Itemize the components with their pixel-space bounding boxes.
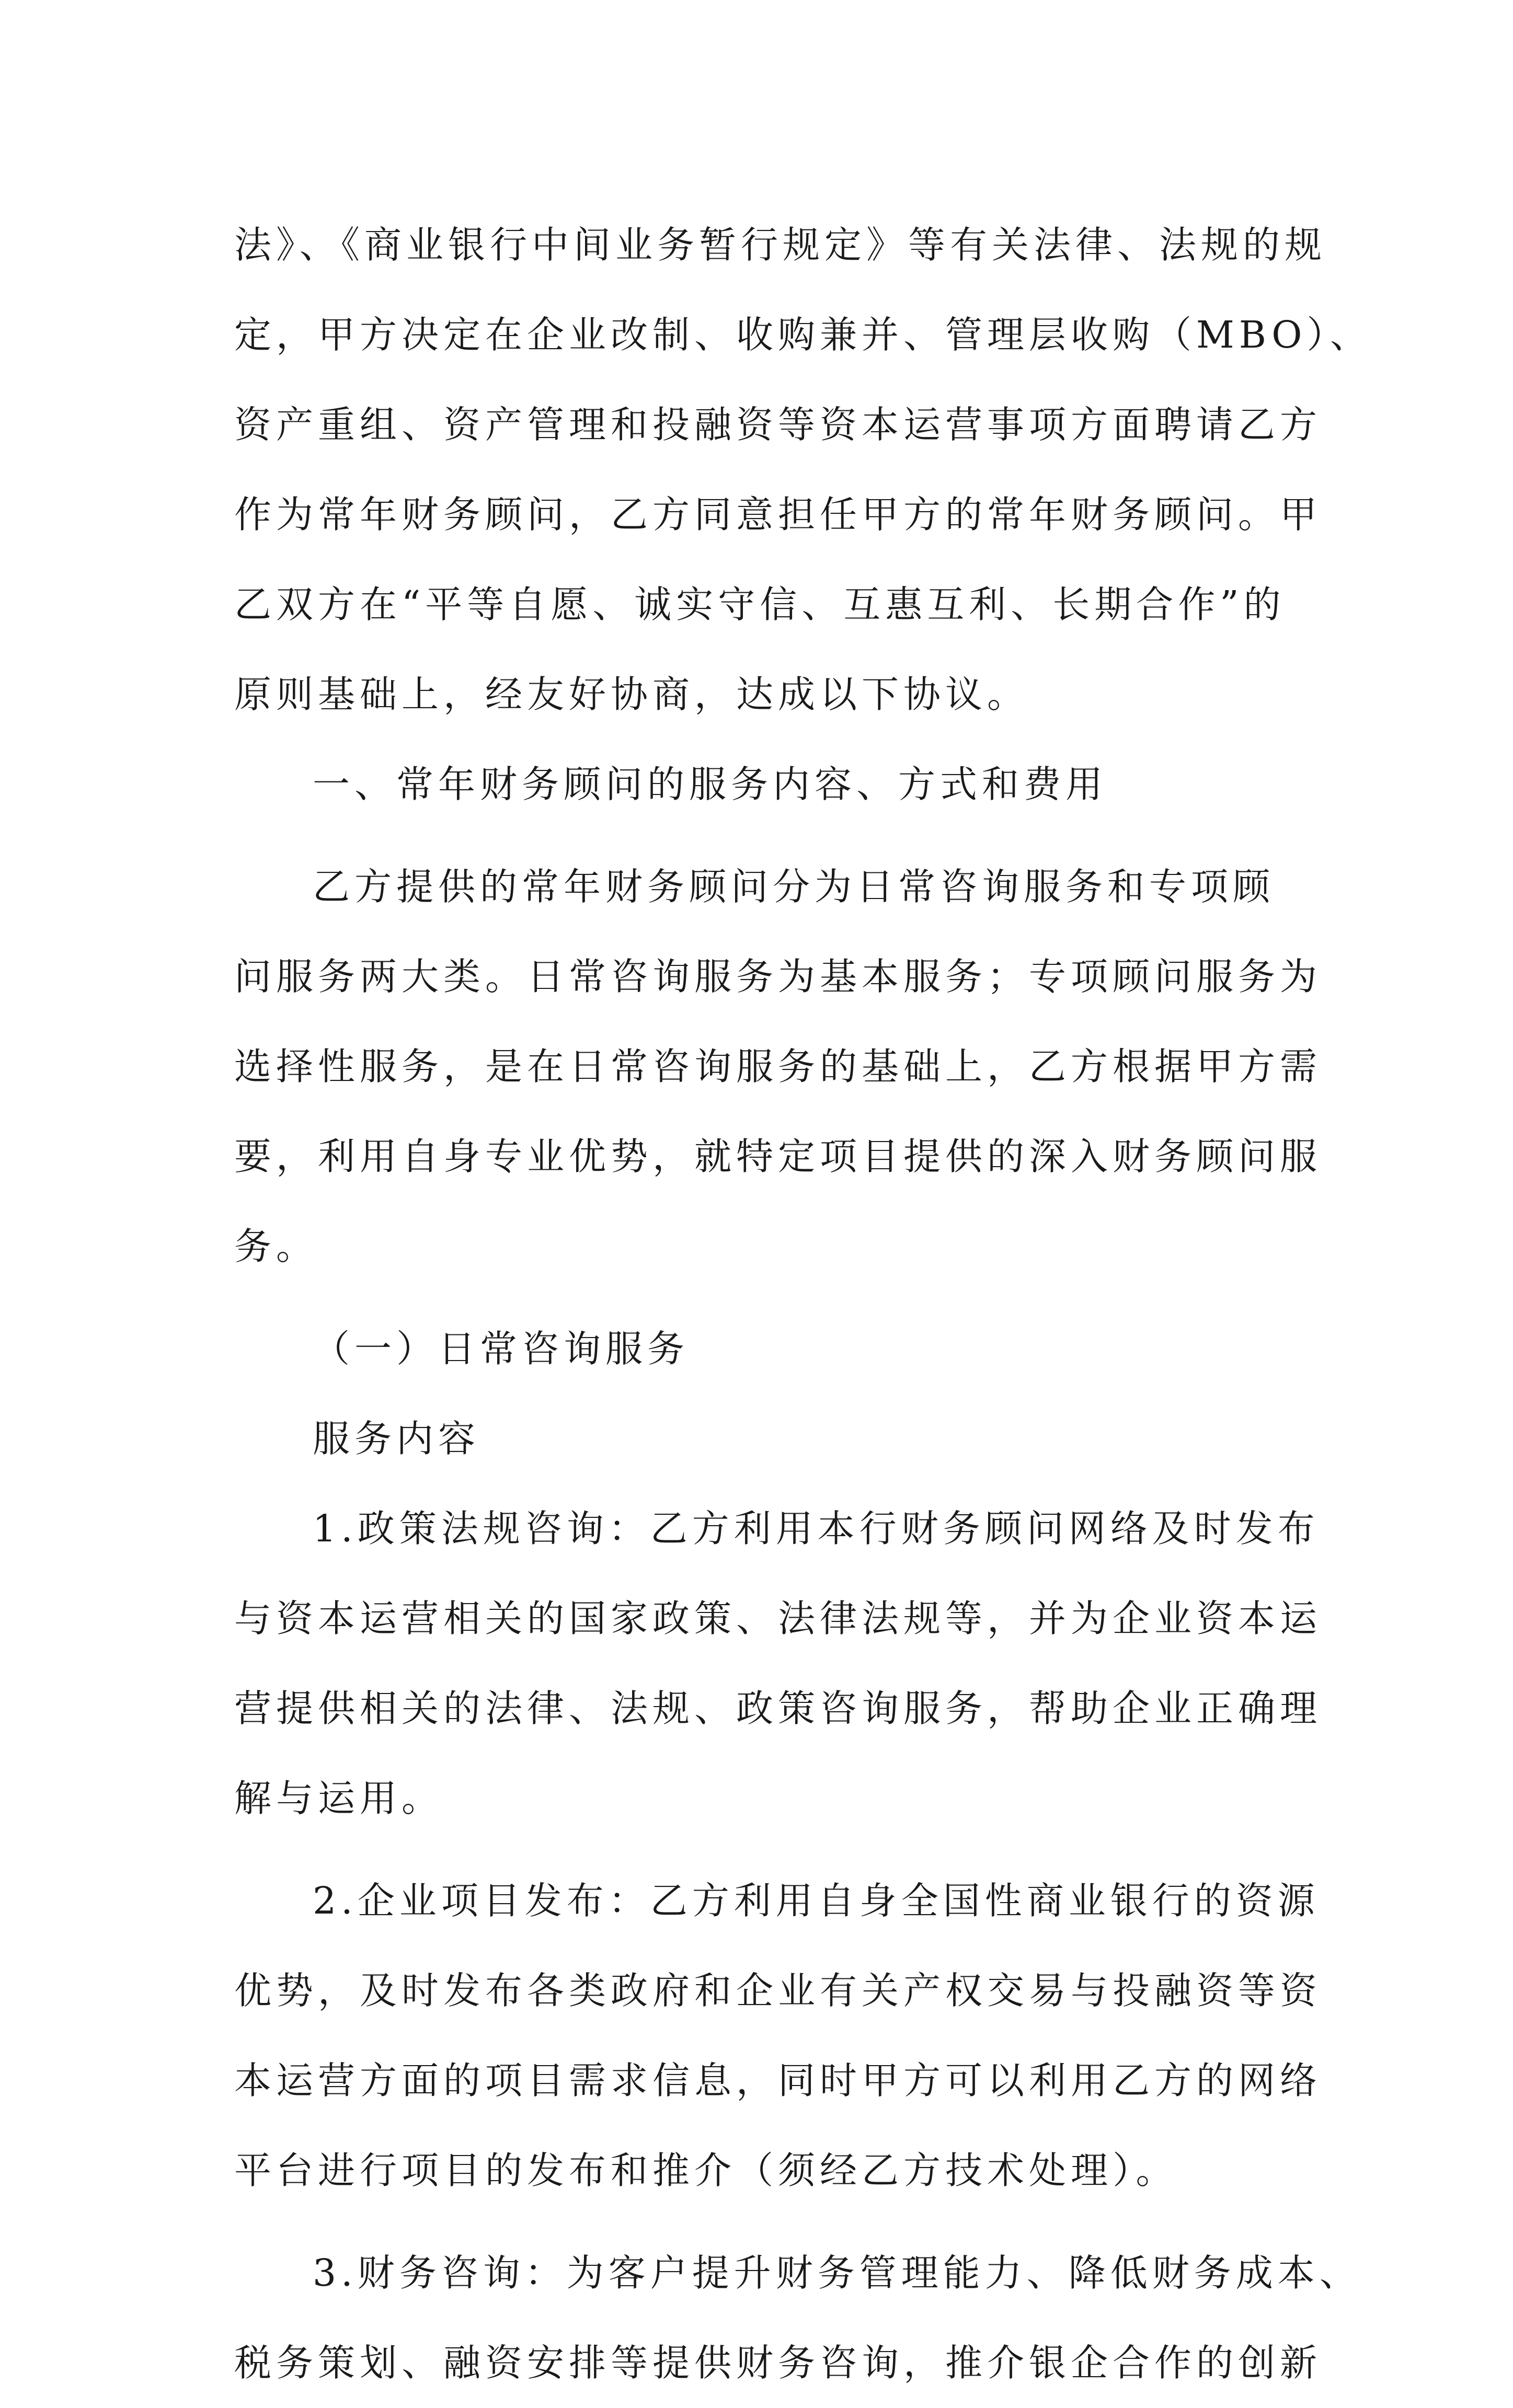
text-line: 乙双方在“平等自愿、诚实守信、互惠互利、长期合作”的: [234, 583, 1286, 626]
text-line: 本运营方面的项目需求信息，同时甲方可以利用乙方的网络: [234, 2059, 1322, 2102]
subsection-heading: [234, 1304, 1301, 1394]
text-line: 资产重组、资产管理和投融资等资本运营事项方面聘请乙方: [234, 403, 1322, 446]
section-heading: [234, 740, 1301, 829]
text-line: 2.企业项目发布：乙方利用自身全国性商业银行的资源: [313, 1879, 1320, 1922]
paragraph-intro: [234, 200, 1372, 740]
text-line: 税务策划、融资安排等提供财务咨询，推介银企合作的创新: [234, 2341, 1322, 2384]
text-line: 1.政策法规咨询：乙方利用本行财务顾问网络及时发布: [313, 1507, 1320, 1550]
text-line: 平台进行项目的发布和推介（须经乙方技术处理）。: [234, 2149, 1178, 2192]
text-line: 选择性服务，是在日常咨询服务的基础上，乙方根据甲方需: [234, 1045, 1322, 1088]
text-line: 营提供相关的法律、法规、政策咨询服务，帮助企业正确理: [234, 1687, 1322, 1730]
text-line: 作为常年财务顾问，乙方同意担任甲方的常年财务顾问。甲: [234, 493, 1322, 536]
item-financial-consulting: [234, 2228, 1361, 2408]
text-line: 解与运用。: [234, 1777, 444, 1820]
text-line: 务。: [234, 1225, 318, 1268]
item-project-release: [234, 1856, 1322, 2216]
service-content-label: [234, 1394, 1301, 1484]
text-line: 定，甲方决定在企业改制、收购兼并、管理层收购（MBO）、: [234, 313, 1372, 356]
text-line: 要，利用自身专业优势，就特定项目提供的深入财务顾问服: [234, 1135, 1322, 1178]
text-line: 原则基础上，经友好协商，达成以下协议。: [234, 673, 1029, 716]
text-line: 优势，及时发布各类政府和企业有关产权交易与投融资等资: [234, 1969, 1322, 2012]
document-body: [234, 200, 1372, 2408]
paragraph-service-overview: [234, 842, 1322, 1292]
text-line: 3.财务咨询：为客户提升财务管理能力、降低财务成本、: [313, 2251, 1361, 2295]
text-line: 服务内容: [313, 1417, 480, 1460]
heading-line: （一）日常咨询服务: [313, 1327, 690, 1370]
text-line: 与资本运营相关的国家政策、法律法规等，并为企业资本运: [234, 1597, 1322, 1640]
text-line: 法》、《商业银行中间业务暂行规定》等有关法律、法规的规: [234, 223, 1327, 267]
heading-line: 一、常年财务顾问的服务内容、方式和费用: [313, 763, 1108, 806]
text-line: 问服务两大类。日常咨询服务为基本服务；专项顾问服务为: [234, 955, 1322, 998]
item-policy-consulting: [234, 1484, 1322, 1844]
text-line: 乙方提供的常年财务顾问分为日常咨询服务和专项顾: [313, 865, 1275, 908]
